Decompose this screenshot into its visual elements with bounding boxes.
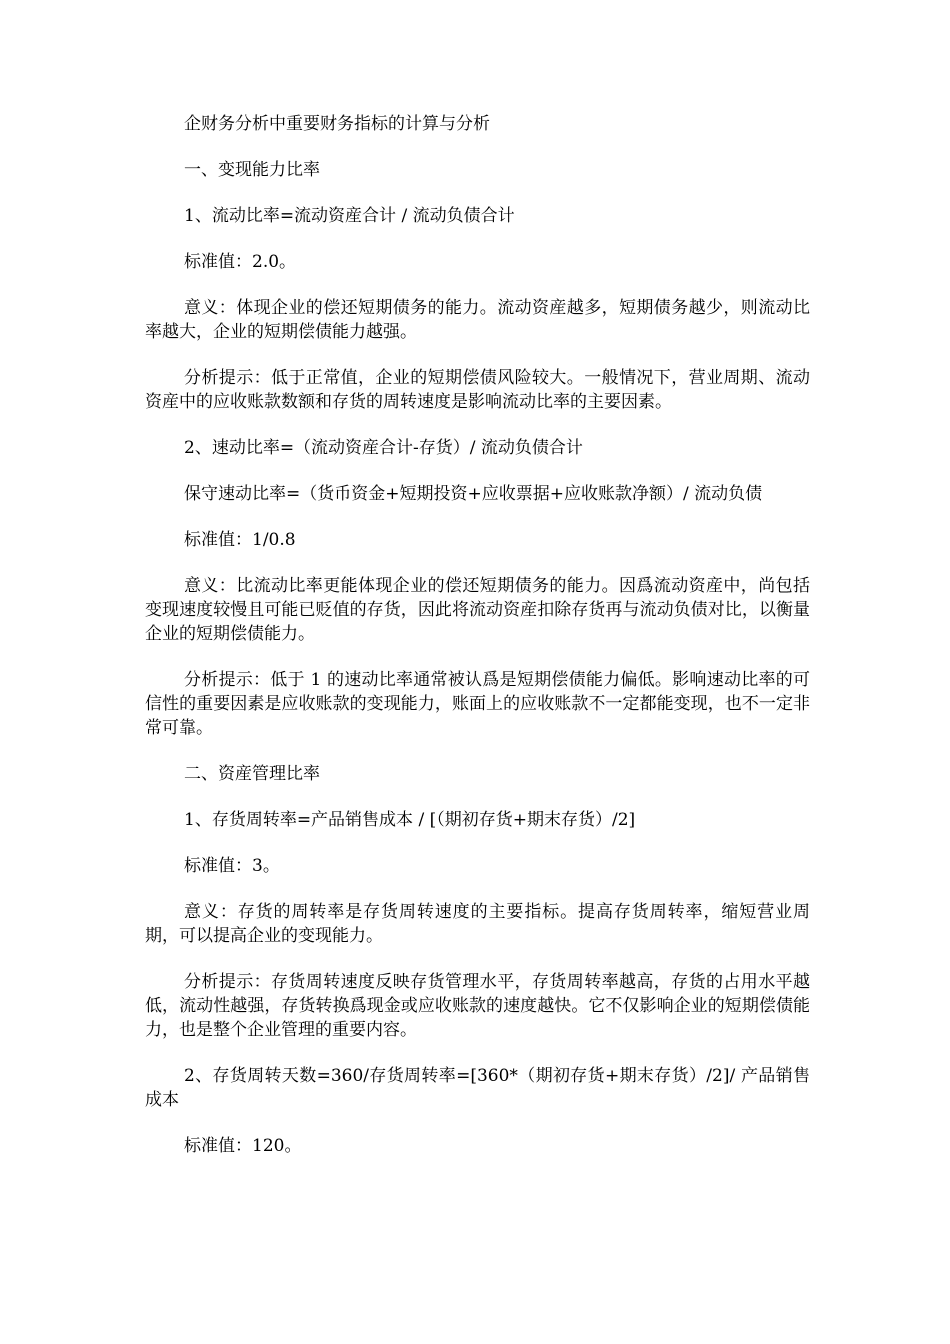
formula-inventory-turnover: 1、存货周转率=产品销售成本 / [（期初存货+期末存货）/2] (184, 810, 636, 830)
section-heading-asset-management: 二、资産管理比率 (184, 764, 320, 784)
analysis-tip-inventory-turnover: 分析提示：存货周转速度反映存货管理水平，存货周转率越高，存货的占用水平越低，流动性越强，存货转换爲现金或应收账款的速度越快。它不仅影响企业的短期偿债能力，也是整个企业管理的重要内容。 (145, 972, 810, 1040)
meaning-current-ratio: 意义：体现企业的偿还短期债务的能力。流动资産越多，短期债务越少，则流动比率越大，企业的短期偿债能力越强。 (145, 298, 810, 342)
formula-inventory-turnover-days: 2、存货周转天数=360/存货周转率=[360*（期初存货+期末存货）/2]/ 产品销售成本 (145, 1066, 810, 1110)
meaning-inventory-turnover: 意义：存货的周转率是存货周转速度的主要指标。提高存货周转率，缩短营业周期，可以提高企业的变现能力。 (145, 902, 810, 946)
meaning-quick-ratio: 意义：比流动比率更能体现企业的偿还短期债务的能力。因爲流动资産中，尚包括变现速度较慢且可能已贬值的存货，因此将流动资産扣除存货再与流动负债对比，以衡量企业的短期偿债能力。 (145, 576, 810, 644)
document-body (145, 112, 810, 1180)
standard-value-inventory-turnover: 标准值：3。 (184, 856, 280, 876)
standard-value-inventory-turnover-days: 标准值：120。 (184, 1136, 302, 1156)
document-title: 企财务分析中重要财务指标的计算与分析 (184, 114, 490, 134)
formula-current-ratio: 1、流动比率=流动资産合计 / 流动负债合计 (184, 206, 515, 226)
formula-conservative-quick-ratio: 保守速动比率=（货币资金+短期投资+应收票据+应收账款净额）/ 流动负债 (184, 484, 763, 504)
formula-quick-ratio: 2、速动比率=（流动资産合计-存货）/ 流动负债合计 (184, 438, 583, 458)
analysis-tip-quick-ratio: 分析提示：低于 1 的速动比率通常被认爲是短期偿债能力偏低。影响速动比率的可信性的重要因素是应收账款的变现能力，账面上的应收账款不一定都能变现，也不一定非常可靠。 (145, 670, 810, 738)
analysis-tip-current-ratio: 分析提示：低于正常值，企业的短期偿债风险较大。一般情况下，营业周期、流动资産中的应收账款数额和存货的周转速度是影响流动比率的主要因素。 (145, 368, 810, 412)
section-heading-liquidity: 一、变现能力比率 (184, 160, 320, 180)
standard-value-current-ratio: 标准值：2.0。 (184, 252, 297, 272)
standard-value-quick-ratio: 标准值：1/0.8 (184, 530, 296, 550)
